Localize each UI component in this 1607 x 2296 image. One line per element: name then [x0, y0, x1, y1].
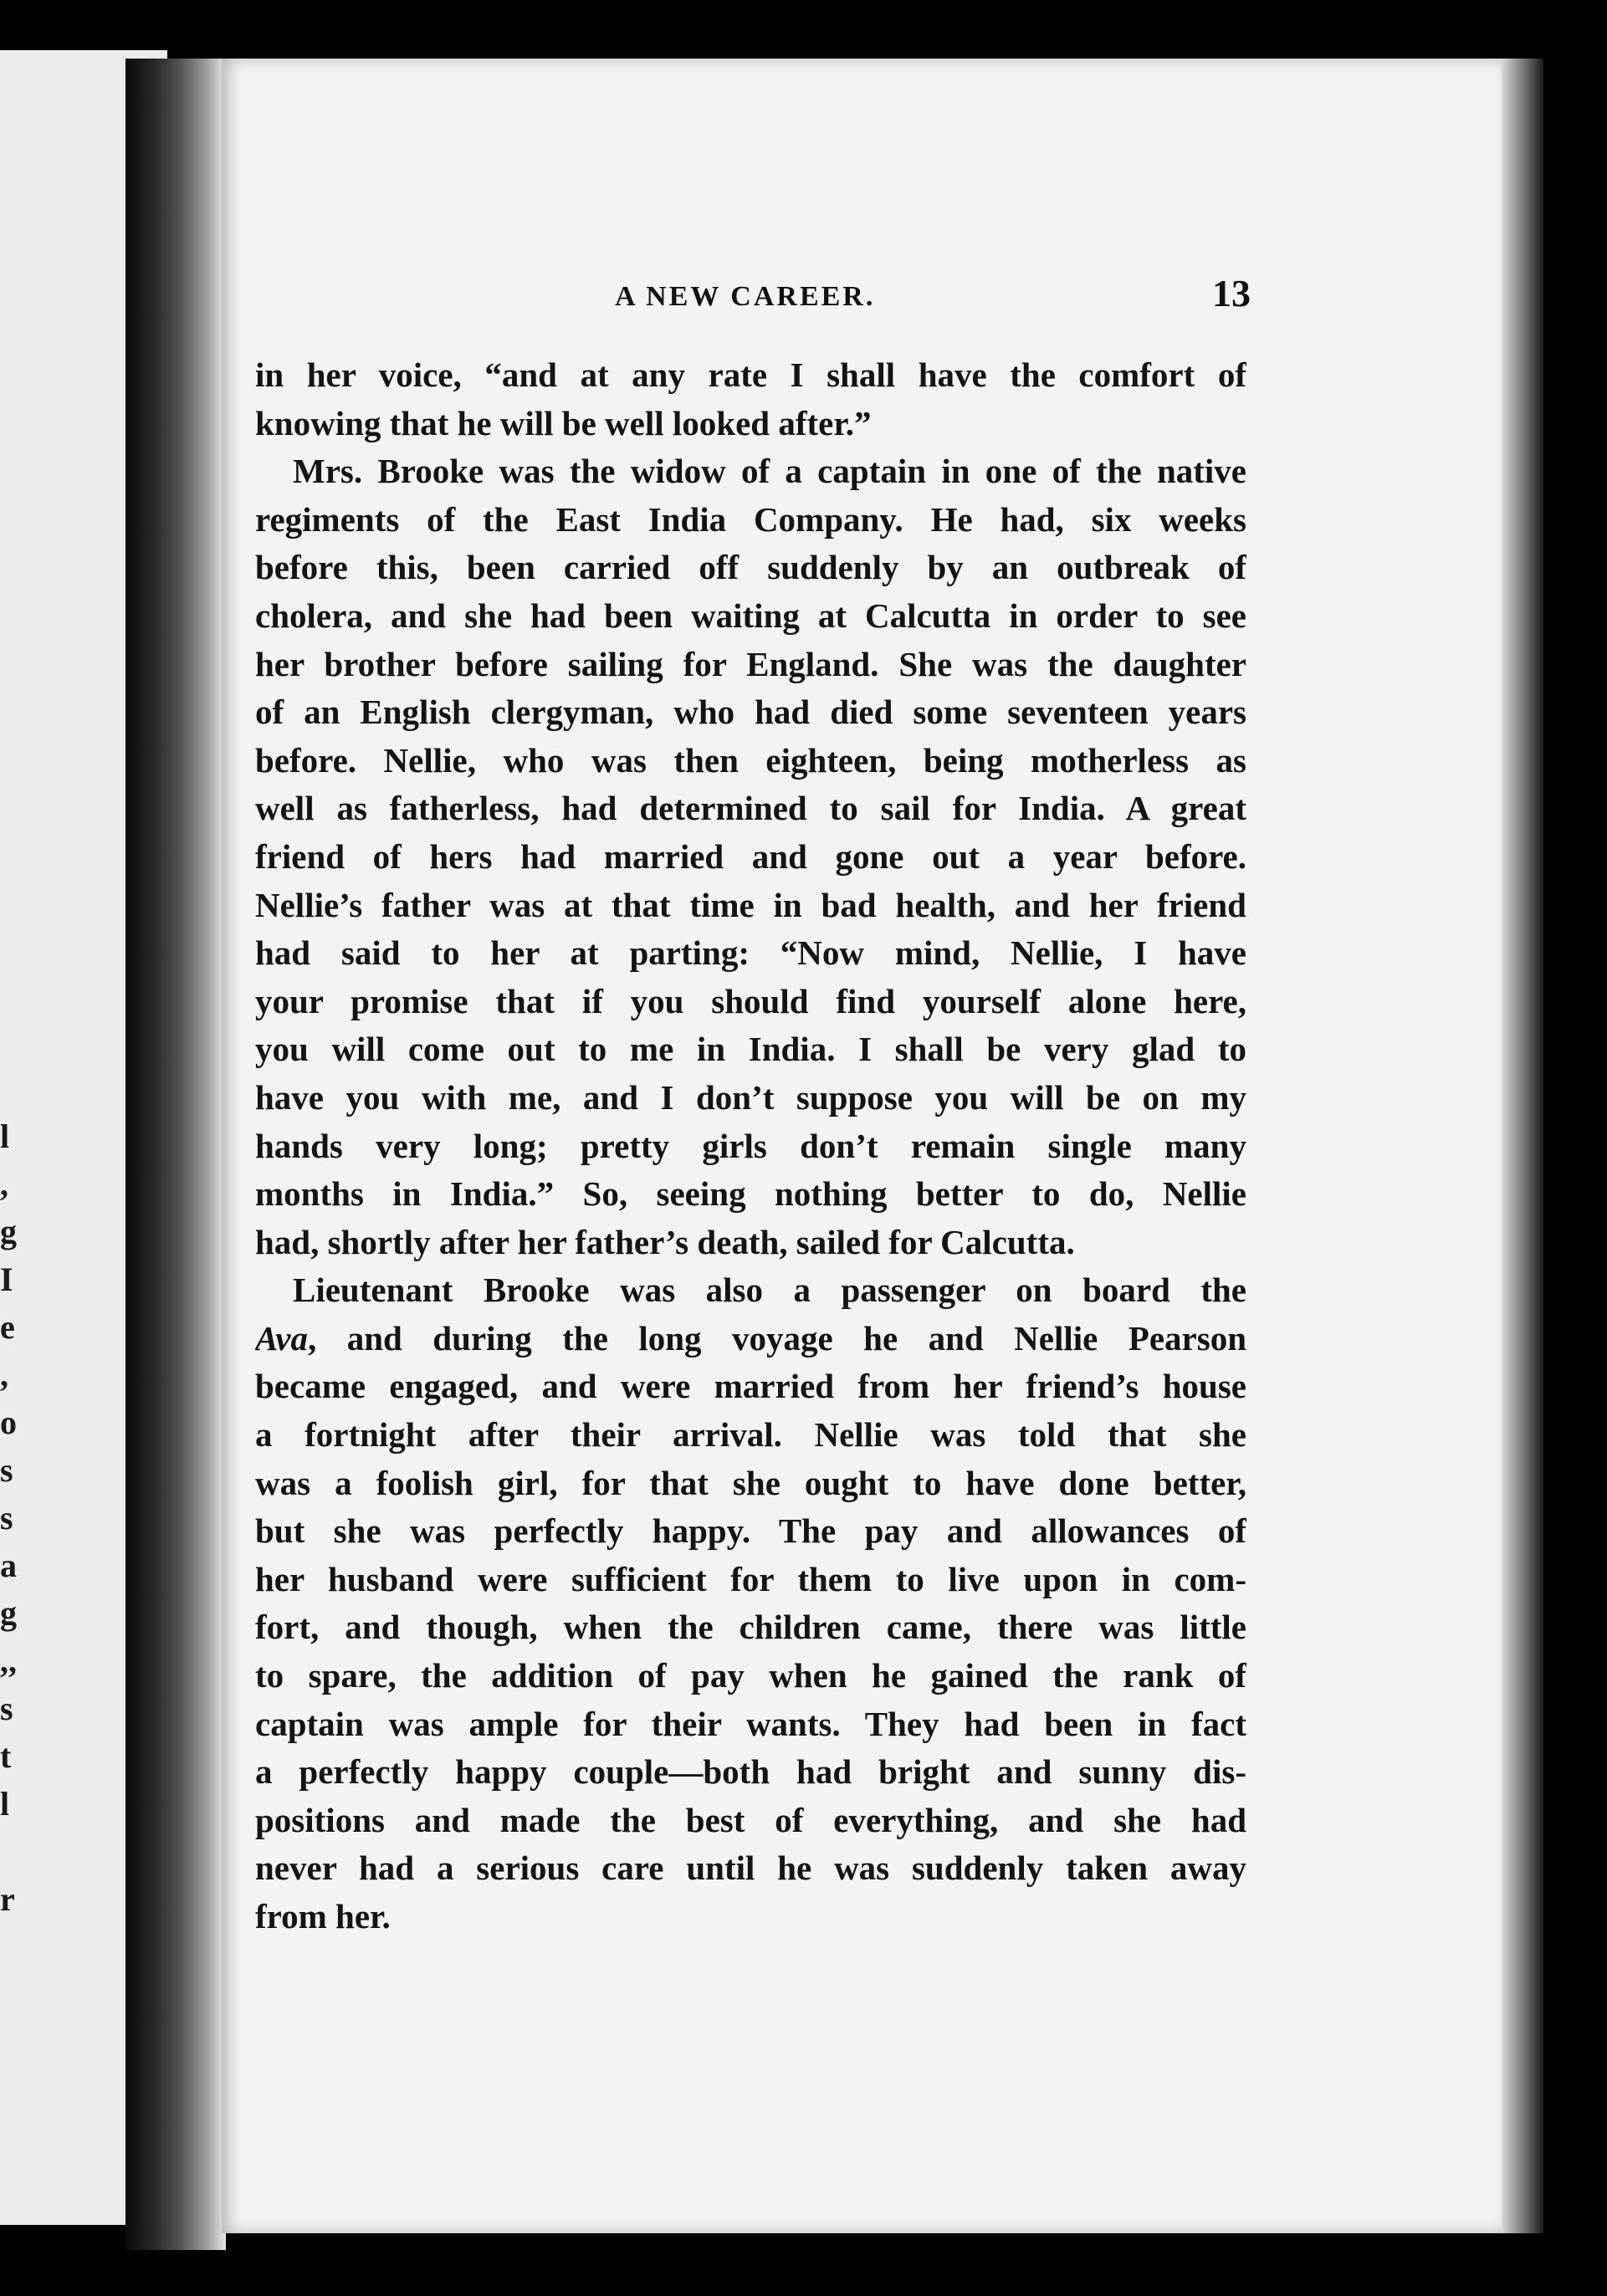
fragment: a [0, 1547, 17, 1584]
text-line: from her. [255, 1897, 391, 1935]
fragment: s [0, 1499, 13, 1537]
fragment: ,, [0, 1642, 17, 1680]
fragment: t [0, 1737, 12, 1775]
text-line: was a foolish girl, for that she ought to have done better, [255, 1463, 1246, 1502]
fragment: , [0, 1356, 8, 1393]
text-line: in her voice, “and at any rate I shall have the comfort of [255, 355, 1246, 394]
text-line: friend of hers had married and gone out a year before. [255, 836, 1246, 876]
text-line: Nellie’s father was at that time in bad health, and her friend [255, 885, 1246, 924]
fragment: g [0, 1213, 17, 1250]
text-line: a perfectly happy couple—both had bright and sunny dis- [255, 1752, 1246, 1792]
text-line: before. Nellie, who was then eighteen, being motherless as [255, 740, 1246, 780]
fragment: I [0, 1260, 13, 1298]
text-line: never had a serious care until he was suddenly taken away [255, 1849, 1246, 1888]
fragment: g [0, 1594, 17, 1632]
text-line: her brother before sailing for England. She was the daughter [255, 644, 1246, 683]
line-remainder: , and during the long voyage he and Nellie Pearson [308, 1318, 1246, 1358]
text-line: knowing that he will be well looked after.” [255, 403, 872, 442]
text-line: fort, and though, when the children came, there was little [255, 1608, 1246, 1647]
facing-page-fragments [0, 1112, 25, 1923]
page-edge-shadow [1502, 59, 1543, 2233]
text-line: cholera, and she had been waiting at Calcutta in order to see [255, 596, 1246, 635]
fragment: e [0, 1308, 15, 1346]
text-line: had said to her at parting: “Now mind, Nellie, I have [255, 933, 1246, 973]
text-line: Mrs. Brooke was the widow of a captain in one of the native [293, 452, 1246, 491]
text-line: have you with me, and I don’t suppose you will be on my [255, 1077, 1246, 1117]
text-line: became engaged, and were married from her friend’s house [255, 1367, 1246, 1406]
text-line: positions and made the best of everything, and she had [255, 1800, 1246, 1839]
fragment: l [0, 1117, 10, 1155]
text-line: but she was perfectly happy. The pay and allowances of [255, 1511, 1246, 1551]
running-title: A NEW CAREER. [615, 281, 876, 312]
running-head [255, 266, 1251, 316]
fragment [0, 1828, 25, 1875]
text-line: had, shortly after her father’s death, sailed for Calcutta. [255, 1222, 1075, 1261]
fragment: , [0, 1165, 8, 1203]
text-line: of an English clergyman, who had died some seventeen years [255, 693, 1246, 732]
text-line: well as fatherless, had determined to sail for India. A great [255, 789, 1246, 828]
text-line: before this, been carried off suddenly by an outbreak of [255, 548, 1246, 587]
text-line: you will come out to me in India. I shall be very glad to [255, 1030, 1246, 1069]
book-gutter-shadow [125, 59, 226, 2250]
text-line: captain was ample for their wants. They had been in fact [255, 1704, 1246, 1743]
text-line: your promise that if you should find yourself alone here, [255, 981, 1246, 1020]
text-line: her husband were sufficient for them to live upon in com- [255, 1559, 1246, 1598]
text-line: a fortnight after their arrival. Nellie was told that she [255, 1415, 1246, 1455]
text-line: months in India.” So, seeing nothing better to do, Nellie [255, 1174, 1246, 1214]
fragment: s [0, 1451, 13, 1489]
text-line: to spare, the addition of pay when he gained the rank of [255, 1656, 1246, 1695]
page-number: 13 [1212, 272, 1251, 314]
fragment: l [0, 1785, 10, 1823]
text-line: hands very long; pretty girls don’t remain single many [255, 1126, 1246, 1165]
fragment: o [0, 1404, 17, 1441]
text-line: Lieutenant Brooke was also a passenger on board the [293, 1271, 1246, 1310]
fragment: r [0, 1880, 15, 1918]
ship-name: Ava [255, 1318, 309, 1358]
text-line: regiments of the East India Company. He had, six weeks [255, 499, 1246, 539]
text-line [255, 1315, 1246, 1363]
fragment: s [0, 1690, 13, 1727]
body-text [255, 351, 1246, 1941]
